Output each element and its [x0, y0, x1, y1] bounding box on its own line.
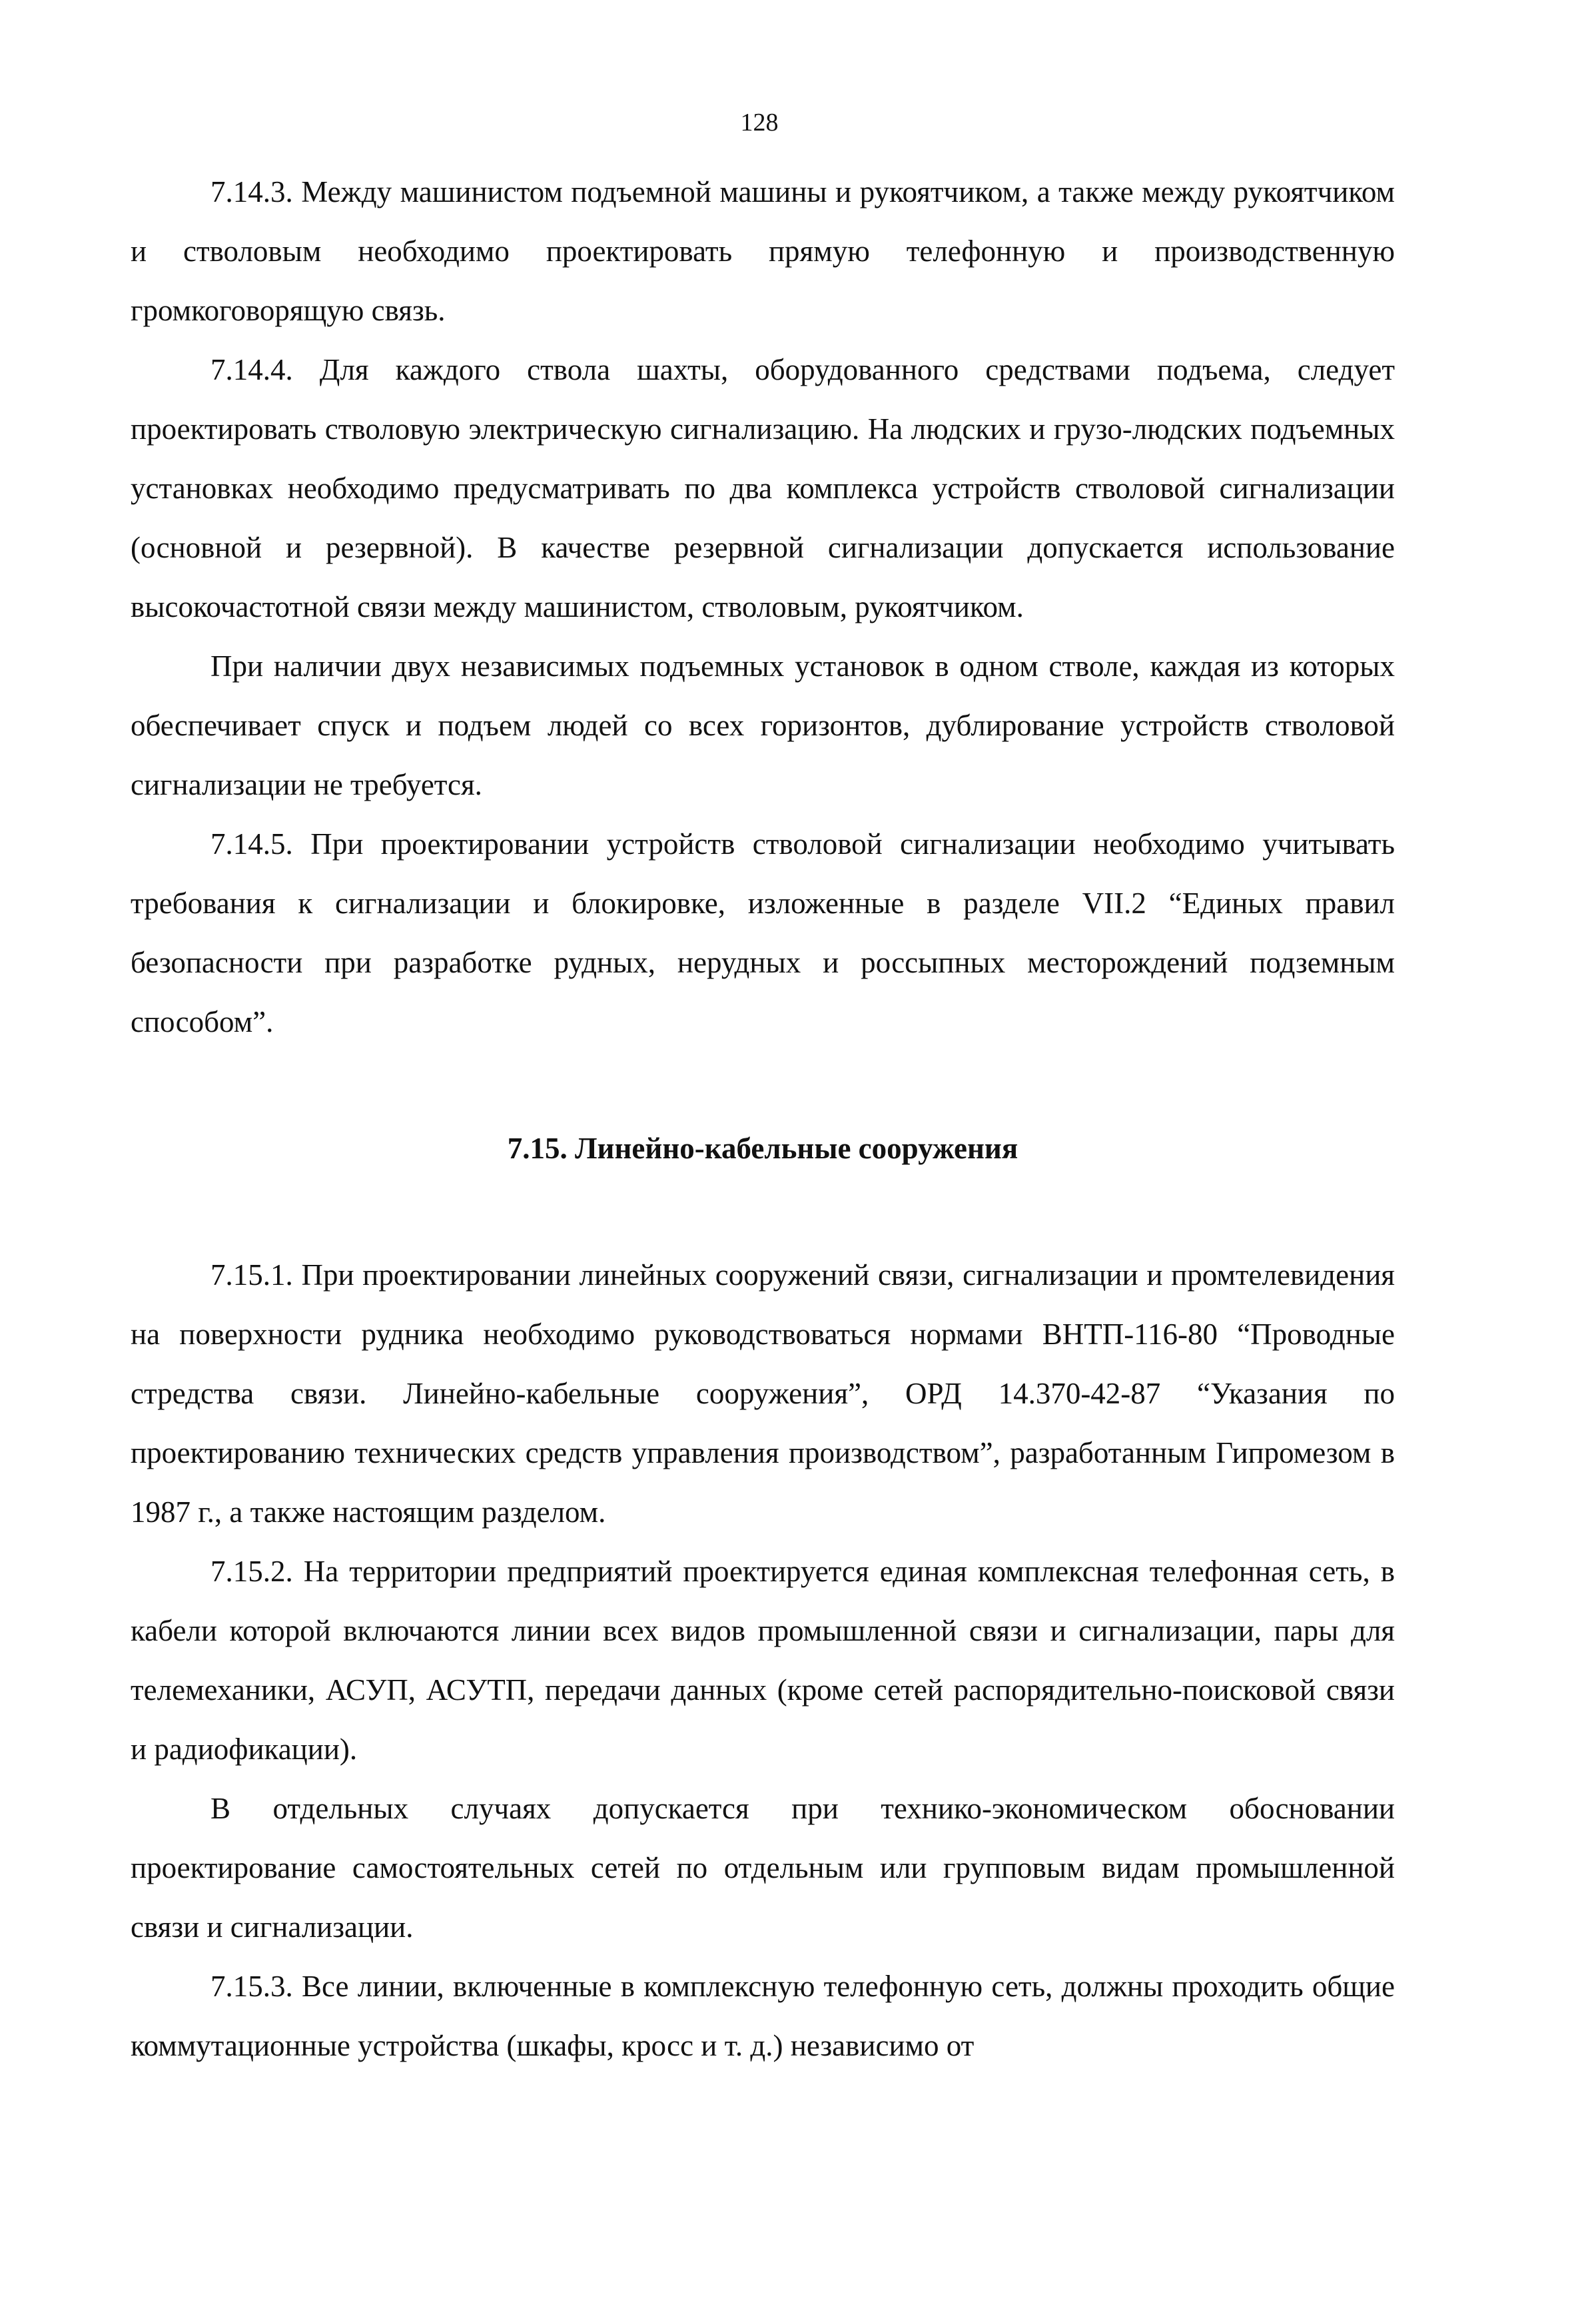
- document-body: [131, 163, 1395, 2076]
- section-heading: 7.15. Линейно-кабельные сооружения: [507, 1132, 1018, 1165]
- paragraph-7-14-4: 7.14.4. Для каждого ствола шахты, оборудованного средствами подъема, следует проектировать стволовую электрическую сигнализацию. На людских и грузо-людских подъемных установках необходимо предусматривать по два комплекса устройств стволовой сигнализации (основной и резервной). В качестве резервной сигнализации допускается использование высокочастотной связи между машинистом, стволовым, рукоятчиком.: [131, 353, 1395, 623]
- paragraph-7-15-1: 7.15.1. При проектировании линейных сооружений связи, сигнализации и промтелевидения на поверхности рудника необходимо руководствоваться нормами ВНТП-116-80 “Проводные стредства связи. Линейно-кабельные сооружения”, ОРД 14.370-42-87 “Указания по проектированию технических средств управления производством”, разработанным Гипромезом в 1987 г., а также настоящим разделом.: [131, 1258, 1395, 1529]
- paragraph-7-15-2-note: В отдельных случаях допускается при технико-экономическом обосновании проектирование самостоятельных сетей по отдельным или групповым видам промышленной связи и сигнализации.: [131, 1792, 1395, 1944]
- page-number: 128: [740, 109, 779, 137]
- paragraph-7-15-3: 7.15.3. Все линии, включенные в комплексную телефонную сеть, должны проходить общие коммутационные устройства (шкафы, кросс и т. д.) независимо от: [131, 1970, 1395, 2062]
- paragraph-7-14-3: 7.14.3. Между машинистом подъемной машины и рукоятчиком, а также между рукоятчиком и стволовым необходимо проектировать прямую телефонную и производственную громкоговорящую связь.: [131, 175, 1395, 327]
- paragraph-7-14-4-note: При наличии двух независимых подъемных установок в одном стволе, каждая из которых обеспечивает спуск и подъем людей со всех горизонтов, дублирование устройств стволовой сигнализации не требуется.: [131, 649, 1395, 801]
- paragraph-7-14-5: 7.14.5. При проектировании устройств стволовой сигнализации необходимо учитывать требования к сигнализации и блокировке, изложенные в разделе VII.2 “Единых правил безопасности при разработке рудных, нерудных и россыпных месторождений подземным способом”.: [131, 827, 1395, 1038]
- paragraph-7-15-2: 7.15.2. На территории предприятий проектируется единая комплексная телефонная сеть, в кабели которой включаются линии всех видов промышленной связи и сигнализации, пары для телемеханики, АСУП, АСУТП, передачи данных (кроме сетей распорядительно-поисковой связи и радиофикации).: [131, 1555, 1395, 1766]
